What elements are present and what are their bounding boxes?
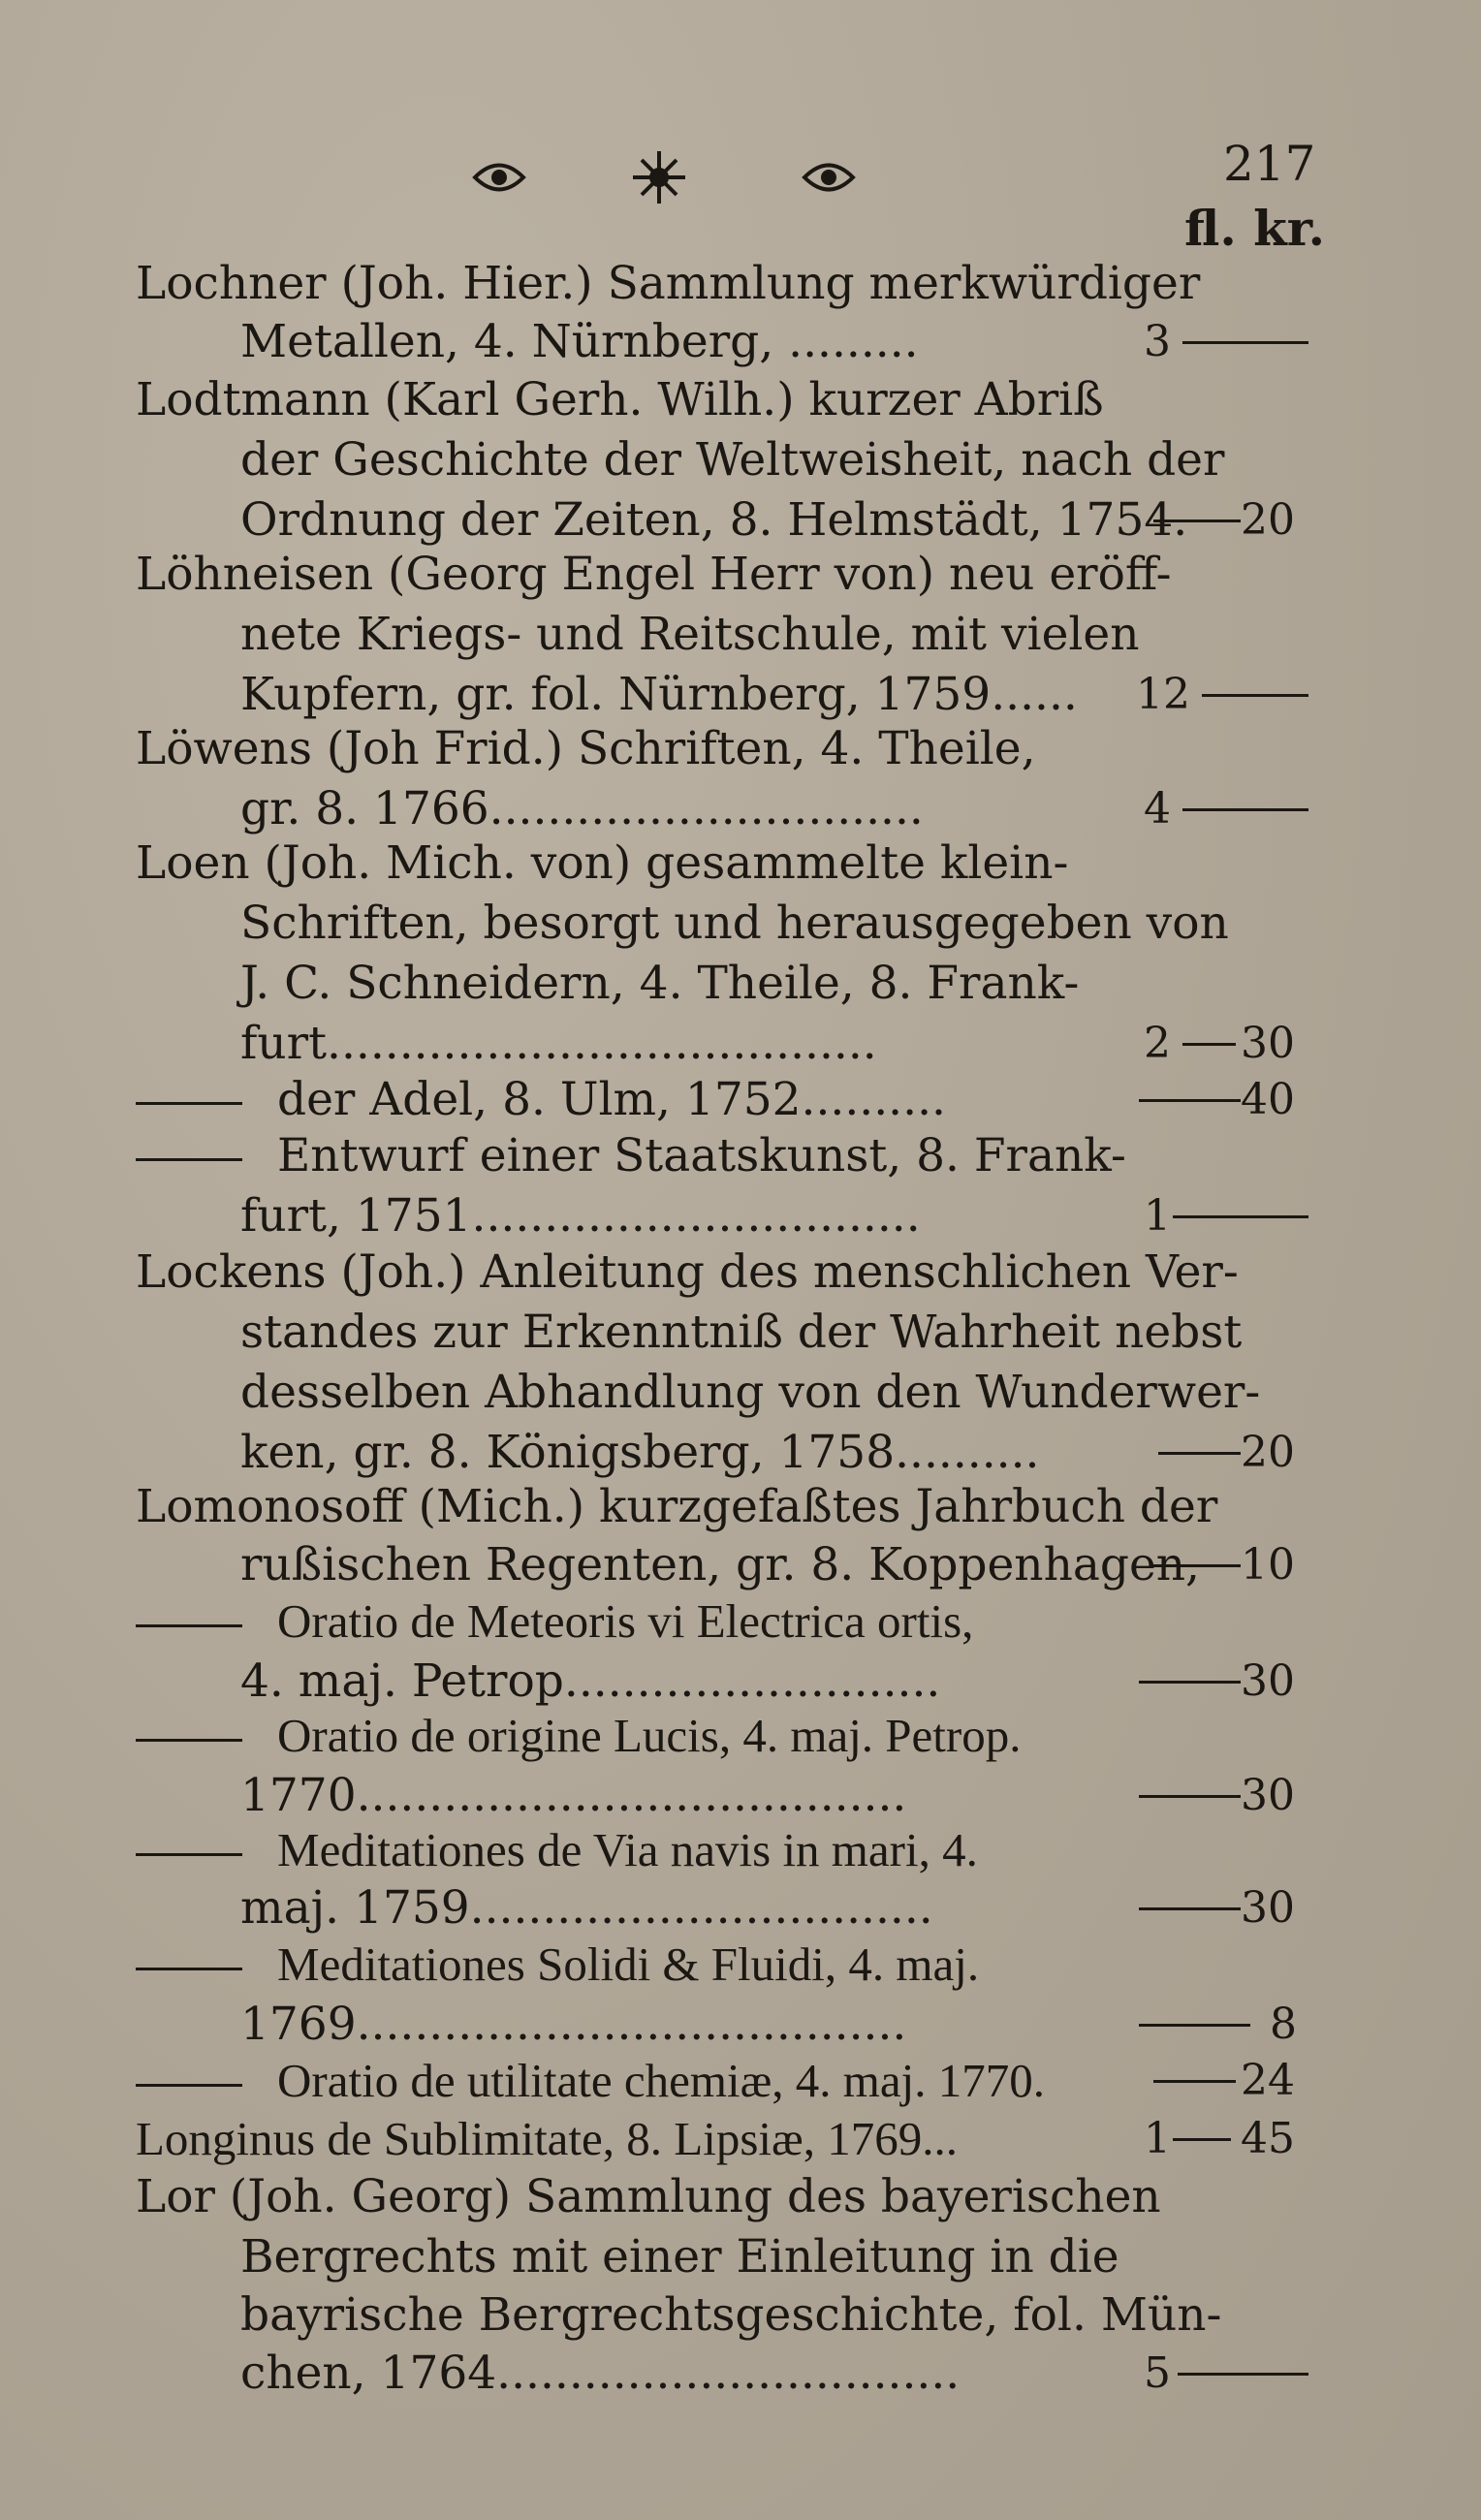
entry-line: 1770......................................	[240, 1769, 907, 1822]
entry-line: ken, gr. 8. Königsberg, 1758..........	[240, 1426, 1040, 1479]
entry-line: desselben Abhandlung von den Wunderwer-	[240, 1366, 1261, 1419]
entry-line: maj. 1759................................	[240, 1881, 933, 1935]
price-fl: 4	[1144, 784, 1171, 834]
entry-text: Meditationes de Via navis in mari, 4.	[277, 1823, 978, 1876]
price-kr: 30	[1241, 1771, 1295, 1820]
price	[1134, 1652, 1328, 1712]
price	[1134, 1878, 1328, 1938]
ditto-dash	[136, 1853, 242, 1856]
entry-line: Kupfern, gr. fol. Nürnberg, 1759......	[240, 668, 1078, 721]
entry-line	[136, 1706, 1022, 1766]
price-rule	[1182, 341, 1308, 344]
price-kr: 20	[1241, 495, 1295, 545]
price-rule	[1139, 1907, 1241, 1910]
entry-text: Oratio de origine Lucis, 4. maj. Petrop.	[277, 1709, 1022, 1762]
price-kr: 30	[1241, 1656, 1295, 1706]
entry-line: Bergrechts mit einer Einleitung in die	[240, 2230, 1119, 2284]
entry-line: standes zur Erkenntniß der Wahrheit nebst	[240, 1306, 1243, 1359]
price-kr: 10	[1241, 1540, 1295, 1590]
entry-line: bayrische Bergrechtsgeschichte, fol. Mün-	[240, 2288, 1222, 2342]
price	[1134, 2344, 1328, 2404]
entry-text: Meditationes Solidi & Fluidi, 4. maj.	[277, 1937, 980, 1991]
price-fl: 3	[1144, 317, 1171, 366]
entry-line: 1769......................................	[240, 1998, 907, 2051]
price-rule	[1139, 1099, 1241, 1102]
entry-line	[136, 1591, 973, 1652]
entry-text: der Adel, 8. Ulm, 1752..........	[277, 1073, 946, 1126]
price	[1134, 1186, 1328, 1246]
price	[1134, 490, 1328, 551]
price	[1134, 1535, 1328, 1595]
entry-line: der Geschichte der Weltweisheit, nach der	[240, 433, 1225, 487]
entry-line: Lomonosoff (Mich.) kurzgefaßtes Jahrbuch der	[136, 1480, 1218, 1533]
price-rule	[1153, 520, 1241, 522]
entry-line	[136, 1935, 979, 1995]
price-fl: 1	[1144, 2114, 1171, 2163]
currency-heading: fl. kr.	[1184, 200, 1325, 257]
entry-line: Lodtmann (Karl Gerh. Wilh.) kurzer Abriß	[136, 373, 1104, 426]
ditto-dash	[136, 2084, 242, 2087]
price-rule	[1153, 2080, 1236, 2083]
entry-line: nete Kriegs- und Reitschule, mit vielen	[240, 608, 1140, 661]
entry-line	[136, 1820, 978, 1880]
ditto-dash	[136, 1158, 242, 1161]
ornament-icon	[456, 143, 863, 211]
price	[1134, 312, 1328, 372]
price-fl: 5	[1144, 2348, 1171, 2398]
price-rule	[1173, 1215, 1308, 1218]
price-rule	[1182, 1043, 1236, 1046]
price-rule	[1158, 1452, 1241, 1455]
ditto-dash	[136, 1968, 242, 1970]
price-rule	[1202, 694, 1308, 697]
entry-line: 4. maj. Petrop..........................	[240, 1654, 941, 1708]
entry-text: Oratio de Meteoris vi Electrica ortis,	[277, 1594, 974, 1648]
price-kr: 40	[1241, 1075, 1295, 1124]
ditto-dash	[136, 1739, 242, 1742]
entry-line: Loen (Joh. Mich. von) gesammelte klein-	[136, 836, 1069, 890]
entry-line: Metallen, 4. Nürnberg, .........	[240, 315, 919, 368]
entry-line: gr. 8. 1766..............................	[240, 782, 924, 835]
price-kr: 24	[1241, 2056, 1295, 2105]
entry-line: Lor (Joh. Georg) Sammlung des bayerischen	[136, 2170, 1161, 2223]
price	[1134, 779, 1328, 839]
entry-line: rußischen Regenten, gr. 8. Koppenhagen,	[240, 1538, 1200, 1591]
price-rule	[1139, 1795, 1241, 1798]
entry-line: Lockens (Joh.) Anleitung des menschlichen Ver-	[136, 1245, 1239, 1299]
entry-text: Oratio de utilitate chemiæ, 4. maj. 1770.	[277, 2054, 1045, 2107]
entry-line	[136, 1070, 946, 1130]
price-kr: 8	[1270, 2000, 1297, 2049]
entry-line	[136, 1126, 1126, 1186]
price-fl: 2	[1144, 1019, 1171, 1068]
price	[1134, 1070, 1328, 1130]
price-rule	[1139, 1681, 1241, 1684]
price-fl: 1	[1144, 1191, 1171, 1241]
price	[1134, 1995, 1328, 2055]
price	[1134, 2109, 1328, 2169]
price-rule	[1153, 1564, 1241, 1567]
price-rule	[1173, 2138, 1231, 2141]
entry-text: Entwurf einer Staatskunst, 8. Frank-	[277, 1129, 1126, 1182]
price	[1134, 665, 1328, 725]
ditto-dash	[136, 1102, 242, 1105]
price-rule	[1182, 808, 1308, 811]
price-fl: 12	[1136, 670, 1190, 719]
price	[1134, 1423, 1328, 1483]
price-kr: 30	[1241, 1883, 1295, 1933]
price-rule	[1178, 2373, 1308, 2376]
entry-line: J. C. Schneidern, 4. Theile, 8. Frank-	[240, 957, 1080, 1010]
entry-line	[136, 2051, 1045, 2111]
price-kr: 20	[1241, 1428, 1295, 1477]
entry-line: Löhneisen (Georg Engel Herr von) neu eröff-	[136, 548, 1172, 601]
entry-line: Ordnung der Zeiten, 8. Helmstädt, 1754.	[240, 493, 1188, 547]
price-kr: 45	[1241, 2114, 1295, 2163]
price	[1134, 1766, 1328, 1826]
entry-line: furt......................................	[240, 1017, 877, 1070]
entry-line: furt, 1751...............................	[240, 1189, 921, 1243]
entry-line: Lochner (Joh. Hier.) Sammlung merkwürdiger	[136, 257, 1201, 310]
ditto-dash	[136, 1624, 242, 1627]
entry-line: Schriften, besorgt und herausgegeben von	[240, 897, 1229, 950]
price-kr: 30	[1241, 1019, 1295, 1068]
price	[1134, 1014, 1328, 1074]
price-rule	[1139, 2024, 1250, 2027]
page-number: 217	[1223, 136, 1316, 192]
entry-line: Longinus de Sublimitate, 8. Lipsiæ, 1769...	[136, 2112, 958, 2165]
entry-line: Löwens (Joh Frid.) Schriften, 4. Theile,	[136, 722, 1036, 775]
entry-line: chen, 1764................................	[240, 2347, 961, 2400]
price	[1134, 2051, 1328, 2111]
